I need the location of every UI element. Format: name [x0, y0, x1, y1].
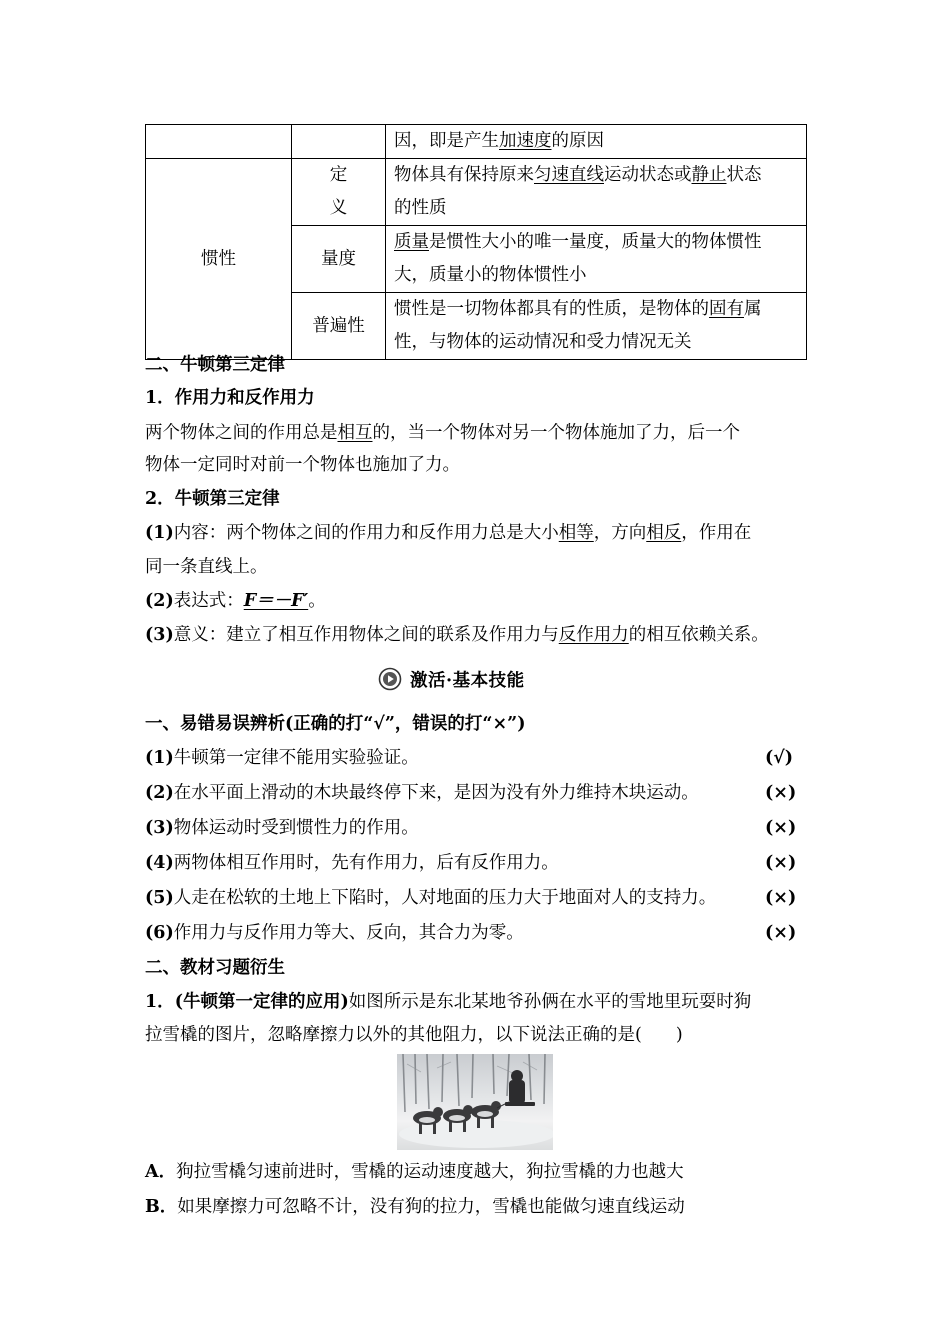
- judge-mark: (√): [765, 748, 794, 768]
- option-b: [145, 1195, 807, 1219]
- judge-mark: (×): [765, 783, 797, 803]
- text: 状态: [726, 165, 762, 185]
- text: 物体具有保持原来: [394, 165, 534, 185]
- text: 内容：两个物体之间的作用力和反作用力总是大小: [173, 523, 559, 543]
- paragraph-line: [145, 521, 807, 545]
- text: ，方向: [593, 523, 647, 543]
- paragraph-line: [145, 421, 807, 445]
- judge-mark: (×): [765, 888, 797, 908]
- heading-bold: 一、易错易误辨析: [145, 714, 285, 734]
- subsection-heading: 1．作用力和反作用力: [145, 388, 315, 408]
- item-text: 人走在松软的土地上下陷时，人对地面的压力大于地面对人的支持力。: [173, 888, 717, 908]
- judge-item: [145, 746, 807, 770]
- item-number: (4): [145, 853, 174, 873]
- underlined-answer: 相反: [646, 523, 682, 543]
- text: 。: [308, 591, 326, 611]
- table-cell-empty: [292, 125, 386, 159]
- judge-item: [145, 886, 807, 910]
- question-number: 1．: [145, 992, 175, 1012]
- heading-rest: (正确的打“√”，错误的打“×”): [285, 714, 526, 734]
- measure-cell: [386, 226, 807, 293]
- inertia-label: 惯性: [201, 248, 236, 269]
- underlined-answer: 加速度: [499, 131, 552, 151]
- universality-label-cell: [292, 293, 386, 360]
- text: 的性质: [394, 198, 447, 218]
- table-row: [146, 159, 807, 226]
- judge-item: [145, 851, 807, 875]
- item-number: (5): [145, 888, 174, 908]
- underlined-answer: 匀速直线: [534, 165, 604, 185]
- underlined-answer: 质量: [394, 232, 429, 252]
- dog-sled-photo: [397, 1054, 553, 1150]
- table-cell-empty: [146, 125, 292, 159]
- text: 属: [744, 299, 762, 319]
- item-text: 两物体相互作用时，先有作用力，后有反作用力。: [173, 853, 559, 873]
- option-text: 狗拉雪橇匀速前进时，雪橇的运动速度越大，狗拉雪橇的力也越大: [176, 1162, 684, 1182]
- paragraph-line: [145, 589, 807, 613]
- item-number: (2): [145, 783, 174, 803]
- label-part: 义: [329, 198, 348, 218]
- item-number: (3): [145, 625, 174, 645]
- text: 惯性是一切物体都具有的性质，是物体的: [394, 299, 709, 319]
- text: 意义：建立了相互作用物体之间的联系及作用力与: [173, 625, 559, 645]
- universality-label: 普遍性: [312, 315, 365, 336]
- text: 是惯性大小的唯一量度，质量大的物体惯性: [429, 232, 762, 252]
- text: 表达式：: [173, 591, 244, 611]
- question-tag: (牛顿第一定律的应用): [174, 992, 349, 1012]
- definition-label-cell: [292, 159, 386, 226]
- option-a: [145, 1160, 807, 1184]
- definition-cell: [386, 159, 807, 226]
- text: 运动状态或: [604, 165, 692, 185]
- question-line: [145, 1023, 807, 1047]
- text: 两个物体之间的作用总是: [145, 423, 338, 443]
- play-circle-icon: [378, 667, 402, 691]
- question-text: 拉雪橇的图片，忽略摩擦力以外的其他阻力，以下说法正确的是(: [145, 1025, 642, 1045]
- underlined-answer: 相等: [558, 523, 594, 543]
- measure-label-cell: [292, 226, 386, 293]
- judge-item: [145, 781, 807, 805]
- text: 因，即是产生: [394, 131, 499, 151]
- text: 性，与物体的运动情况和受力情况无关: [394, 332, 692, 352]
- item-text: 牛顿第一定律不能用实验验证。: [173, 748, 419, 768]
- table-row: [146, 125, 807, 159]
- text: 大，质量小的物体惯性小: [394, 265, 587, 285]
- item-text: 在水平面上滑动的木块最终停下来，是因为没有外力维持木块运动。: [173, 783, 699, 803]
- question-text: 如图所示是东北某地爷孙俩在水平的雪地里玩耍时狗: [348, 992, 752, 1012]
- inertia-table: [145, 124, 807, 360]
- judge-mark: (×): [765, 818, 797, 838]
- text: 的相互依赖关系。: [628, 625, 769, 645]
- table-cell-continued: [386, 125, 807, 159]
- underlined-answer: 固有: [709, 299, 744, 319]
- item-number: (1): [145, 523, 174, 543]
- inertia-label-cell: [146, 159, 292, 360]
- option-text: 如果摩擦力可忽略不计，没有狗的拉力，雪橇也能做匀速直线运动: [177, 1197, 685, 1217]
- dog-sled-illustration: [397, 1054, 553, 1150]
- section-heading: 二、牛顿第三定律: [145, 355, 285, 375]
- underlined-answer: 静止: [691, 165, 727, 185]
- judge-item: [145, 921, 807, 945]
- formula: F＝－F′: [243, 591, 309, 611]
- paragraph-line: 物体一定同时对前一个物体也施加了力。: [145, 455, 460, 475]
- paragraph-line: 同一条直线上。: [145, 557, 268, 577]
- label-part: 定: [329, 165, 348, 185]
- underlined-answer: 相互: [337, 423, 373, 443]
- option-label: A．: [145, 1162, 177, 1182]
- item-number: (1): [145, 748, 174, 768]
- measure-label: 量度: [321, 248, 356, 269]
- paragraph-line: [145, 623, 807, 647]
- item-text: 作用力与反作用力等大、反向，其合力为零。: [173, 923, 524, 943]
- question-line: [145, 990, 807, 1014]
- item-number: (6): [145, 923, 174, 943]
- question-text: ): [675, 1025, 683, 1045]
- judge-item: [145, 816, 807, 840]
- text: 的原因: [551, 131, 604, 151]
- subsection-heading: 2．牛顿第三定律: [145, 489, 280, 509]
- judge-mark: (×): [765, 923, 797, 943]
- option-label: B．: [145, 1197, 178, 1217]
- universality-cell: [386, 293, 807, 360]
- text: 的，当一个物体对另一个物体施加了力，后一个: [372, 423, 740, 443]
- item-number: (2): [145, 591, 174, 611]
- section-heading: [145, 712, 807, 736]
- judge-mark: (×): [765, 853, 797, 873]
- item-number: (3): [145, 818, 174, 838]
- underlined-answer: 反作用力: [558, 625, 629, 645]
- section-heading: 二、教材习题衍生: [145, 958, 285, 978]
- section-banner: [378, 666, 525, 692]
- item-text: 物体运动时受到惯性力的作用。: [173, 818, 419, 838]
- banner-title: 激活·基本技能: [410, 670, 525, 691]
- text: ，作用在: [681, 523, 752, 543]
